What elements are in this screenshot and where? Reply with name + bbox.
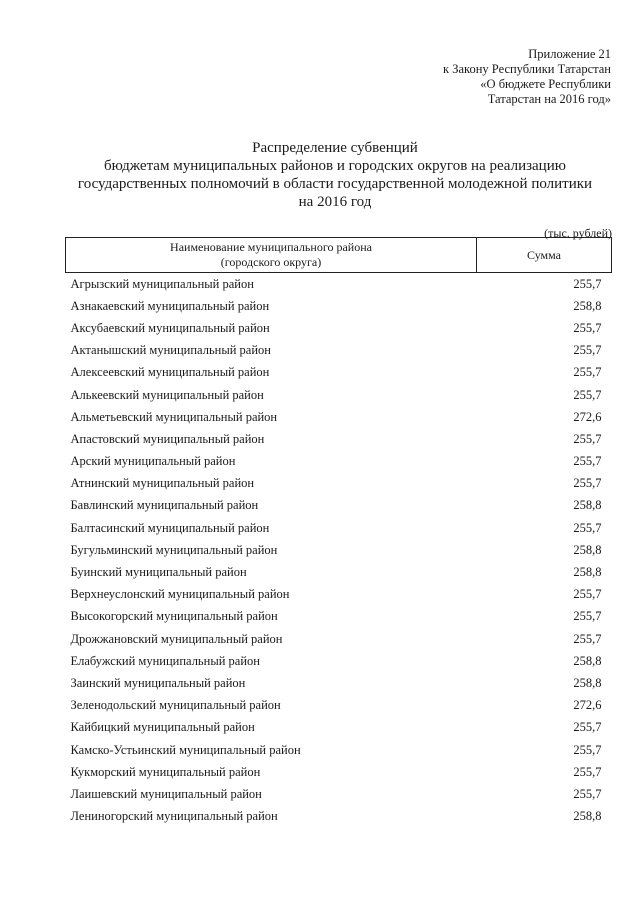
district-amount: 258,8 bbox=[573, 565, 602, 580]
district-name: Высокогорский муниципальный район bbox=[70, 609, 278, 624]
district-name: Алексеевский муниципальный район bbox=[70, 365, 270, 380]
table-row bbox=[66, 384, 612, 406]
title-line: Распределение субвенций bbox=[252, 140, 418, 156]
district-amount: 255,7 bbox=[573, 631, 602, 646]
table-row bbox=[66, 362, 612, 384]
units-label: (тыс. рублей) bbox=[544, 226, 612, 240]
table-row bbox=[66, 606, 612, 628]
district-amount: 255,7 bbox=[573, 609, 602, 624]
district-amount: 255,7 bbox=[573, 343, 602, 358]
district-amount: 255,7 bbox=[573, 276, 602, 291]
table-row bbox=[66, 695, 612, 717]
district-name: Балтасинский муниципальный район bbox=[70, 520, 270, 535]
district-amount: 255,7 bbox=[573, 720, 602, 735]
district-name: Заинский муниципальный район bbox=[70, 675, 246, 690]
table-row bbox=[66, 340, 612, 362]
district-name: Азнакаевский муниципальный район bbox=[70, 298, 270, 313]
district-amount: 272,6 bbox=[573, 409, 602, 424]
district-amount: 255,7 bbox=[573, 742, 602, 757]
appendix-line: Приложение 21 bbox=[528, 47, 611, 61]
appendix-line: Татарстан на 2016 год» bbox=[487, 92, 611, 106]
table-body bbox=[66, 273, 612, 828]
district-name: Камско-Устьинский муниципальный район bbox=[70, 742, 301, 757]
district-amount: 255,7 bbox=[573, 365, 602, 380]
district-name: Актанышский муниципальный район bbox=[70, 343, 271, 358]
district-amount: 255,7 bbox=[573, 431, 602, 446]
subvention-table bbox=[65, 237, 612, 828]
district-name: Лаишевский муниципальный район bbox=[70, 786, 262, 801]
district-amount: 258,8 bbox=[573, 542, 602, 557]
table-row bbox=[66, 650, 612, 672]
district-name: Альметьевский муниципальный район bbox=[70, 409, 278, 424]
district-amount: 258,8 bbox=[573, 653, 602, 668]
district-amount: 255,7 bbox=[573, 587, 602, 602]
table-row bbox=[66, 561, 612, 583]
title-line: бюджетам муниципальных районов и городских округов на реализацию bbox=[104, 158, 566, 174]
district-name: Бавлинский муниципальный район bbox=[70, 498, 259, 513]
district-amount: 258,8 bbox=[573, 498, 602, 513]
district-name: Лениногорский муниципальный район bbox=[70, 809, 278, 824]
table-row bbox=[66, 717, 612, 739]
table-row bbox=[66, 406, 612, 428]
district-name: Зеленодольский муниципальный район bbox=[70, 698, 281, 713]
title-line: на 2016 год bbox=[298, 194, 372, 210]
district-name: Буинский муниципальный район bbox=[70, 565, 247, 580]
district-name: Апастовский муниципальный район bbox=[70, 431, 265, 446]
district-name: Бугульминский муниципальный район bbox=[70, 542, 278, 557]
column-header-amount: Сумма bbox=[477, 238, 612, 273]
table-row bbox=[66, 317, 612, 339]
district-name: Дрожжановский муниципальный район bbox=[70, 631, 283, 646]
district-name: Кукморский муниципальный район bbox=[70, 764, 261, 779]
district-name: Кайбицкий муниципальный район bbox=[70, 720, 255, 735]
district-amount: 272,6 bbox=[573, 698, 602, 713]
district-amount: 255,7 bbox=[573, 764, 602, 779]
table-row bbox=[66, 739, 612, 761]
table-row bbox=[66, 806, 612, 828]
district-name: Елабужский муниципальный район bbox=[70, 653, 260, 668]
district-amount: 255,7 bbox=[573, 786, 602, 801]
table-row bbox=[66, 428, 612, 450]
document-title bbox=[40, 139, 630, 211]
column-header-name bbox=[66, 238, 477, 273]
table-row bbox=[66, 295, 612, 317]
table-row bbox=[66, 451, 612, 473]
title-line: государственных полномочий в области государственной молодежной политики bbox=[77, 176, 593, 192]
district-name: Верхнеуслонский муниципальный район bbox=[70, 587, 290, 602]
district-amount: 258,8 bbox=[573, 675, 602, 690]
table-header-row bbox=[66, 238, 612, 273]
district-amount: 258,8 bbox=[573, 809, 602, 824]
table-row bbox=[66, 473, 612, 495]
table-row bbox=[66, 517, 612, 539]
appendix-line: к Закону Республики Татарстан bbox=[443, 62, 611, 76]
table-row bbox=[66, 584, 612, 606]
district-name: Агрызский муниципальный район bbox=[70, 276, 254, 291]
district-amount: 255,7 bbox=[573, 476, 602, 491]
table-row bbox=[66, 273, 612, 296]
district-name: Атнинский муниципальный район bbox=[70, 476, 255, 491]
district-name: Алькеевский муниципальный район bbox=[70, 387, 264, 402]
appendix-note bbox=[443, 47, 611, 107]
table-row bbox=[66, 783, 612, 805]
district-name: Аксубаевский муниципальный район bbox=[70, 320, 270, 335]
district-name: Арский муниципальный район bbox=[70, 454, 236, 469]
district-amount: 255,7 bbox=[573, 320, 602, 335]
table-row bbox=[66, 672, 612, 694]
district-amount: 255,7 bbox=[573, 520, 602, 535]
table-row bbox=[66, 761, 612, 783]
district-amount: 255,7 bbox=[573, 454, 602, 469]
appendix-line: «О бюджете Республики bbox=[480, 77, 611, 91]
header-name-line: (городского округа) bbox=[220, 255, 322, 269]
district-amount: 258,8 bbox=[573, 298, 602, 313]
table-row bbox=[66, 628, 612, 650]
header-name-line: Наименование муниципального района bbox=[170, 240, 372, 254]
table-row bbox=[66, 495, 612, 517]
table-row bbox=[66, 539, 612, 561]
district-amount: 255,7 bbox=[573, 387, 602, 402]
